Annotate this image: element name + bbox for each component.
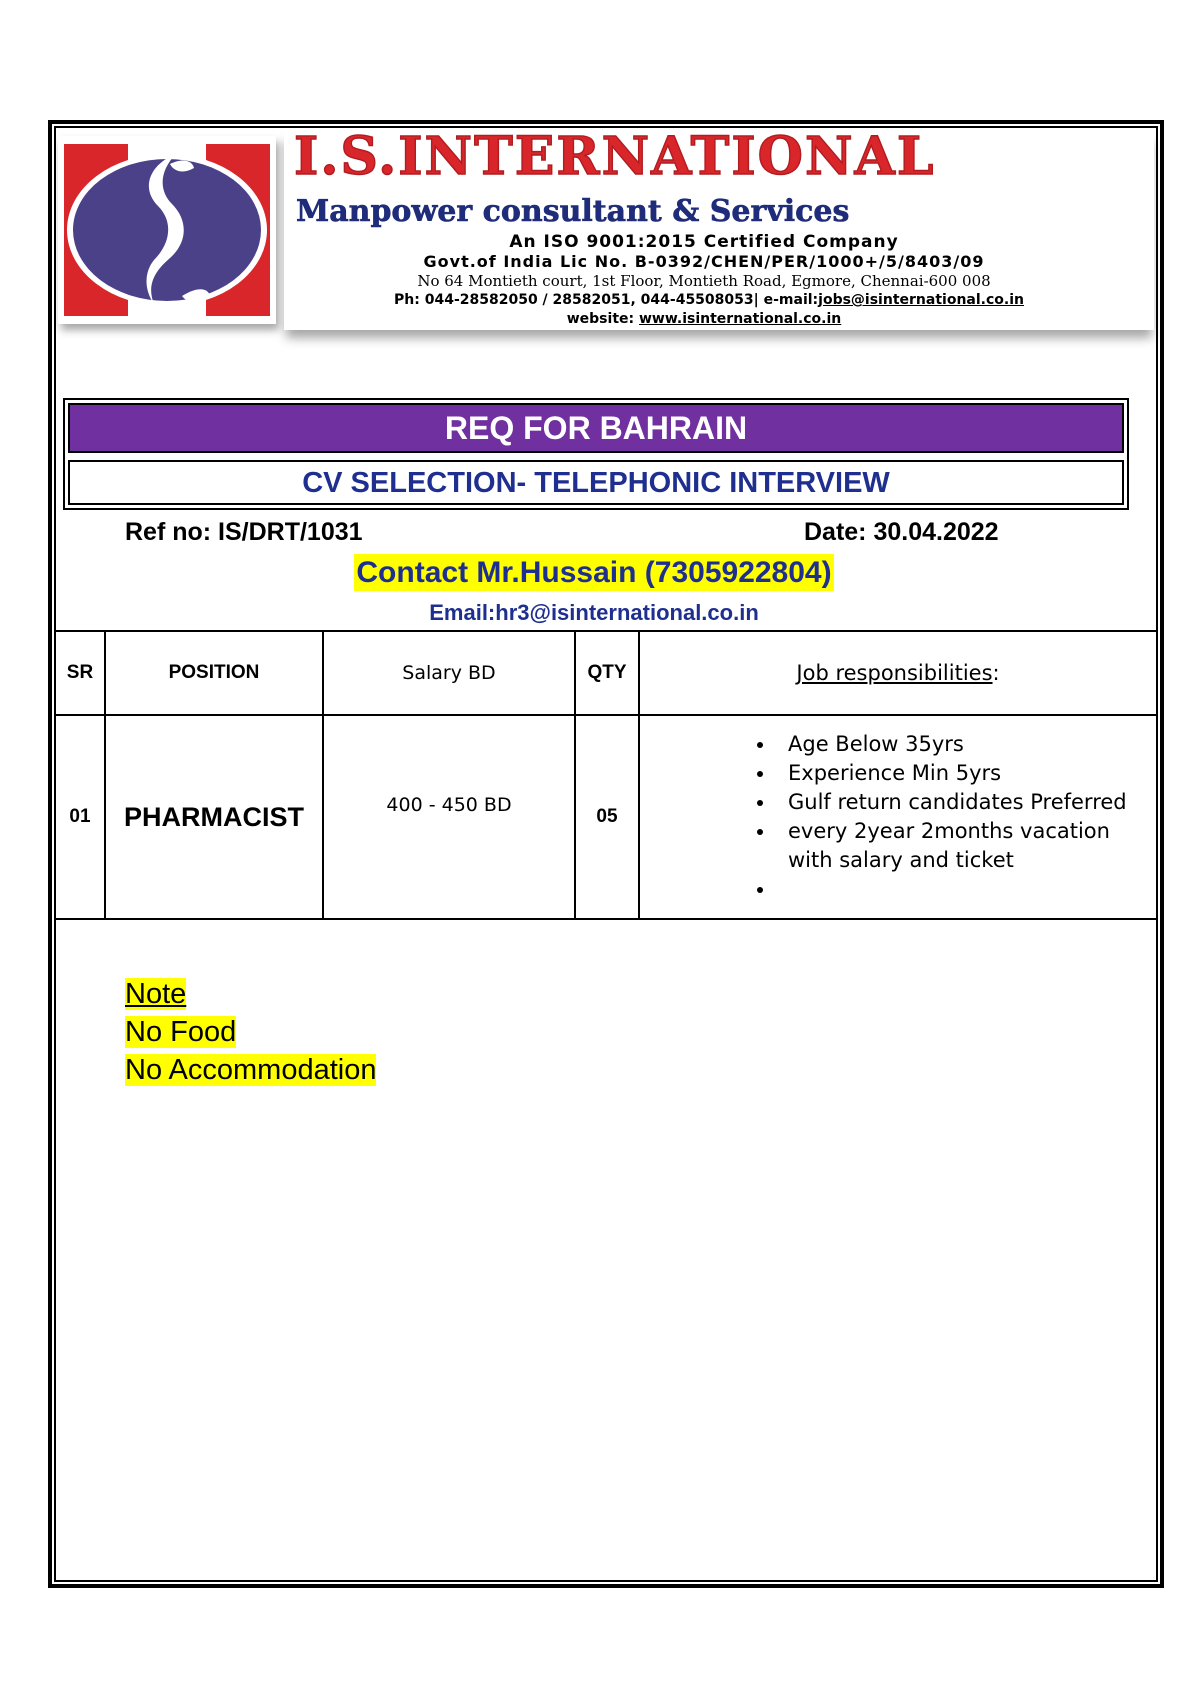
iso-certification: An ISO 9001:2015 Certified Company — [509, 232, 899, 252]
row-qty: 05 — [575, 715, 639, 919]
note-line-text: No Accommodation — [125, 1054, 377, 1086]
header-salary: Salary BD — [323, 631, 575, 715]
row-salary — [323, 715, 575, 919]
note-title-text: Note — [125, 978, 187, 1010]
company-logo — [58, 136, 276, 324]
company-phone — [284, 292, 1134, 308]
list-item: • Gulf return candidates Preferred — [776, 788, 1152, 817]
letterhead — [58, 126, 1154, 330]
note-line — [125, 1051, 376, 1089]
note-line — [125, 1013, 376, 1051]
reference-number: Ref no: IS/DRT/1031 — [125, 518, 363, 546]
position-value: PHARMACIST — [124, 801, 304, 832]
company-email-link[interactable]: jobs@isinternational.co.in — [818, 292, 1024, 308]
document-date: Date: 30.04.2022 — [804, 518, 999, 546]
company-name: I.S.INTERNATIONAL — [294, 126, 936, 187]
job-header-label: Job responsibilities — [796, 661, 993, 685]
list-item: • every 2year 2months vacation with salary and ticket — [776, 817, 1148, 875]
contact-highlight: Contact Mr.Hussain (7305922804) — [356, 556, 832, 589]
company-website — [284, 311, 1124, 327]
responsibilities-list — [636, 730, 1152, 904]
list-item: • Age Below 35yrs — [776, 730, 1152, 759]
company-tagline: Manpower consultant & Services — [296, 194, 850, 229]
salary-value: 400 - 450 BD — [386, 794, 512, 816]
header-qty: QTY — [575, 631, 639, 715]
header-sr: SR — [56, 631, 105, 715]
note-line-text: No Food — [125, 1016, 237, 1048]
contact-email[interactable]: Email:hr3@isinternational.co.in — [429, 600, 759, 625]
website-label: website: — [566, 311, 639, 327]
note-section — [125, 975, 376, 1089]
jobs-table — [56, 630, 1156, 920]
banner-title: REQ FOR BAHRAIN — [68, 403, 1124, 453]
row-responsibilities — [639, 715, 1156, 919]
contact-line — [0, 556, 1188, 590]
row-sr: 01 — [56, 715, 105, 919]
header-position: POSITION — [105, 631, 323, 715]
table-header-row — [56, 631, 1156, 715]
header-job-responsibilities — [639, 631, 1156, 715]
list-item-empty — [776, 875, 1152, 904]
banner-subtitle: CV SELECTION- TELEPHONIC INTERVIEW — [68, 460, 1124, 505]
phone-text: Ph: 044-28582050 / 28582051, 044-45508053| e-mail: — [394, 292, 819, 308]
row-position — [105, 715, 323, 919]
table-row — [56, 715, 1156, 919]
company-address: No 64 Montieth court, 1st Floor, Montieth Road, Egmore, Chennai-600 008 — [417, 272, 991, 290]
letterhead-text-panel — [284, 126, 1154, 330]
license-number: Govt.of India Lic No. B-0392/CHEN/PER/1000+/5/8403/09 — [423, 252, 985, 271]
list-item: • Experience Min 5yrs — [776, 759, 1152, 788]
note-title — [125, 975, 376, 1013]
website-link[interactable]: www.isinternational.co.in — [638, 311, 842, 327]
job-header-colon: : — [992, 661, 1000, 685]
